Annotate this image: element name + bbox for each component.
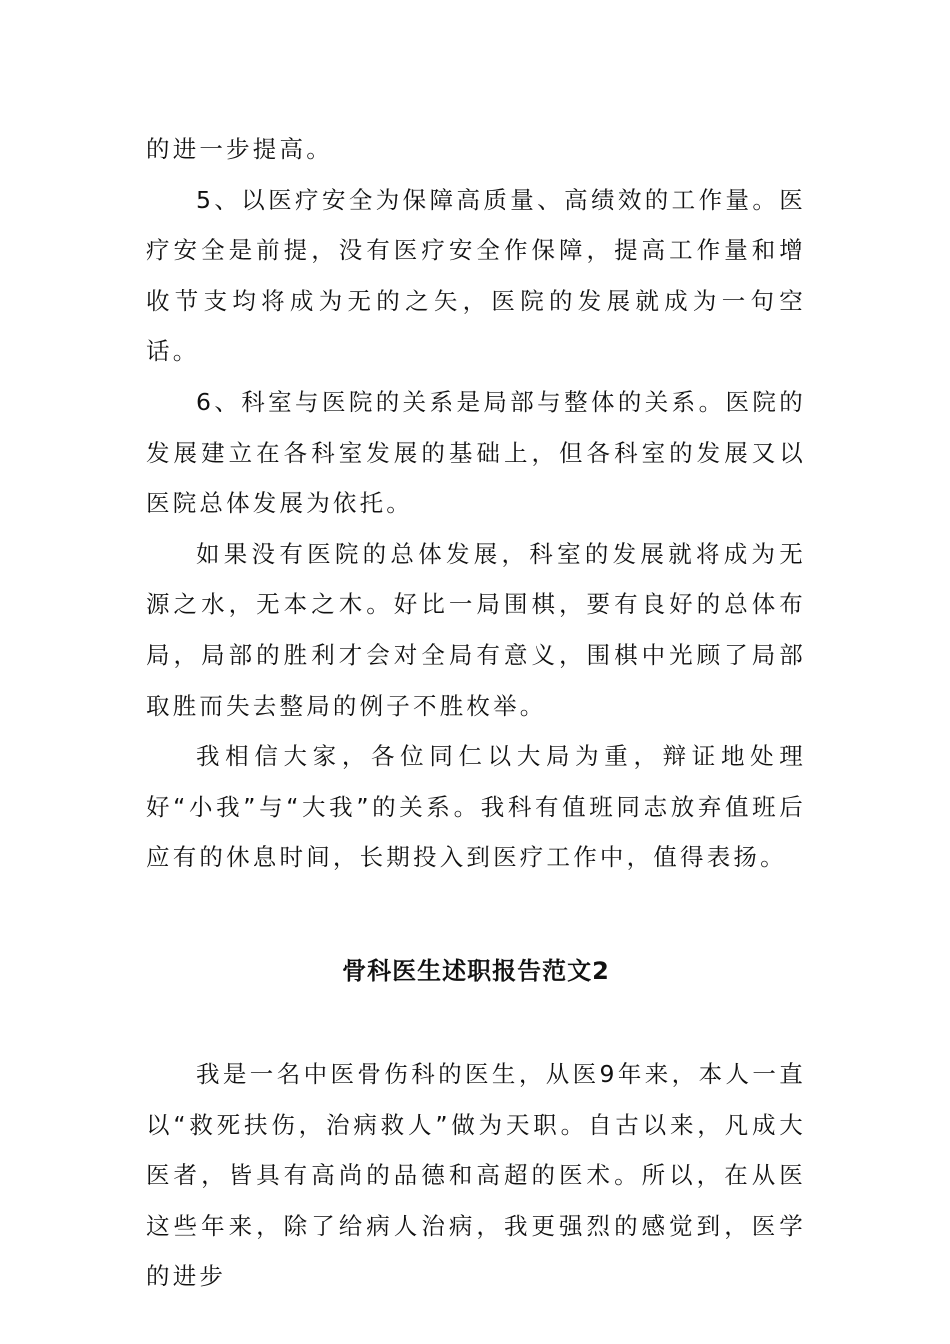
paragraph-closing: 我相信大家，各位同仁以大局为重，辩证地处理好“小我”与“大我”的关系。我科有值班同志放弃值班后应有的休息时间，长期投入到医疗工作中，值得表扬。 [146, 742, 806, 872]
paragraph-overall-development: 如果没有医院的总体发展，科室的发展就将成为无源之水，无本之木。好比一局围棋，要有良好的总体布局，局部的胜利才会对全局有意义，围棋中光顾了局部取胜而失去整局的例子不胜枚举。 [146, 539, 806, 720]
paragraph-item-5: 5、以医疗安全为保障高质量、高绩效的工作量。医疗安全是前提，没有医疗安全作保障，提高工作量和增收节支均将成为无的之矢，医院的发展就成为一句空话。 [146, 185, 806, 366]
document-body [146, 124, 806, 1302]
paragraph-item-6: 6、科室与医院的关系是局部与整体的关系。医院的发展建立在各科室发展的基础上，但各科室的发展又以医院总体发展为依托。 [146, 387, 806, 518]
paragraph-intro: 我是一名中医骨伤科的医生，从医9年来，本人一直以“救死扶伤，治病救人”做为天职。自古以来，凡成大医者，皆具有高尚的品德和高超的医术。所以，在从医这些年来，除了给病人治病，我更强烈的感觉到，医学的进步 [146, 1059, 806, 1291]
paragraph-continuation: 的进一步提高。 [146, 135, 333, 163]
section-title: 骨科医生述职报告范文2 [342, 956, 610, 985]
